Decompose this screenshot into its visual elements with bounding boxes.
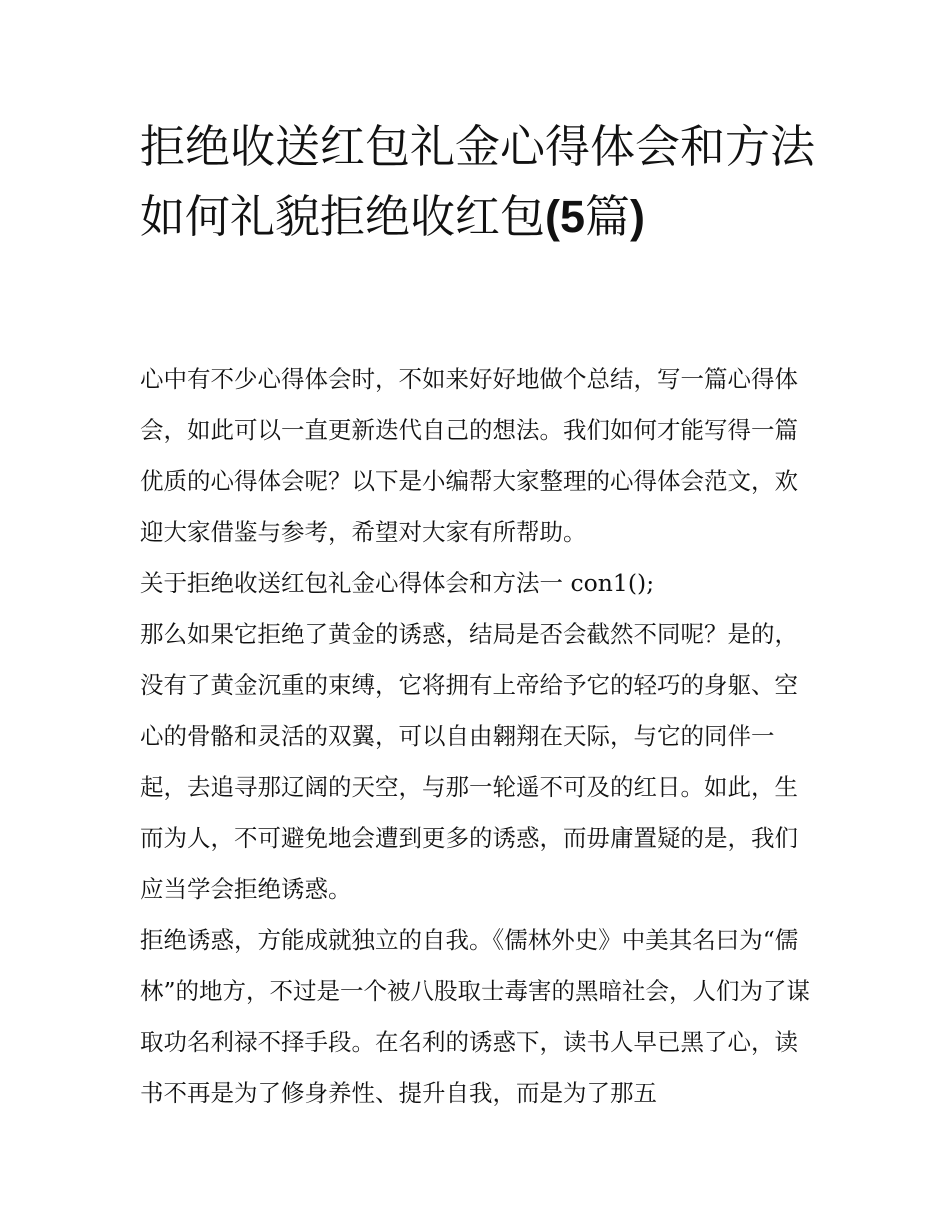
document-title: 拒绝收送红包礼金心得体会和方法 如何礼貌拒绝收红包(5篇) <box>140 120 816 243</box>
paragraph-golden-temptation: 那么如果它拒绝了黄金的诱惑，结局是否会截然不同呢？是的，没有了黄金沉重的束缚，它将拥有上帝给予它的轻巧的身躯、空心的骨骼和灵活的双翼，可以自由翱翔在天际，与它的同伴一起，去追寻那辽阔的天空，与那一轮遥不可及的红日。如此，生而为人，不可避免地会遭到更多的诱惑，而毋庸置疑的是，我们应当学会拒绝诱惑。 <box>140 620 798 903</box>
paragraph-rulin-waishi: 拒绝诱惑，方能成就独立的自我。《儒林外史》中美其名曰为“儒林”的地方，不过是一个被八股取士毒害的黑暗社会，人们为了谋取功名利禄不择手段。在名利的诱惑下，读书人早已黑了心，读书不再是为了修身养性、提升自我，而是为了那五 <box>140 926 811 1107</box>
document-body <box>140 354 820 1119</box>
paragraph-section-heading: 关于拒绝收送红包礼金心得体会和方法一 con1(); <box>140 569 655 597</box>
title-count: (5 <box>545 191 586 242</box>
title-close-paren: ) <box>630 191 646 242</box>
paragraph-intro: 心中有不少心得体会时，不如来好好地做个总结，写一篇心得体会，如此可以一直更新迭代自己的想法。我们如何才能写得一篇优质的心得体会呢？以下是小编帮大家整理的心得体会范文，欢迎大家借鉴与参考，希望对大家有所帮助。 <box>140 365 798 546</box>
